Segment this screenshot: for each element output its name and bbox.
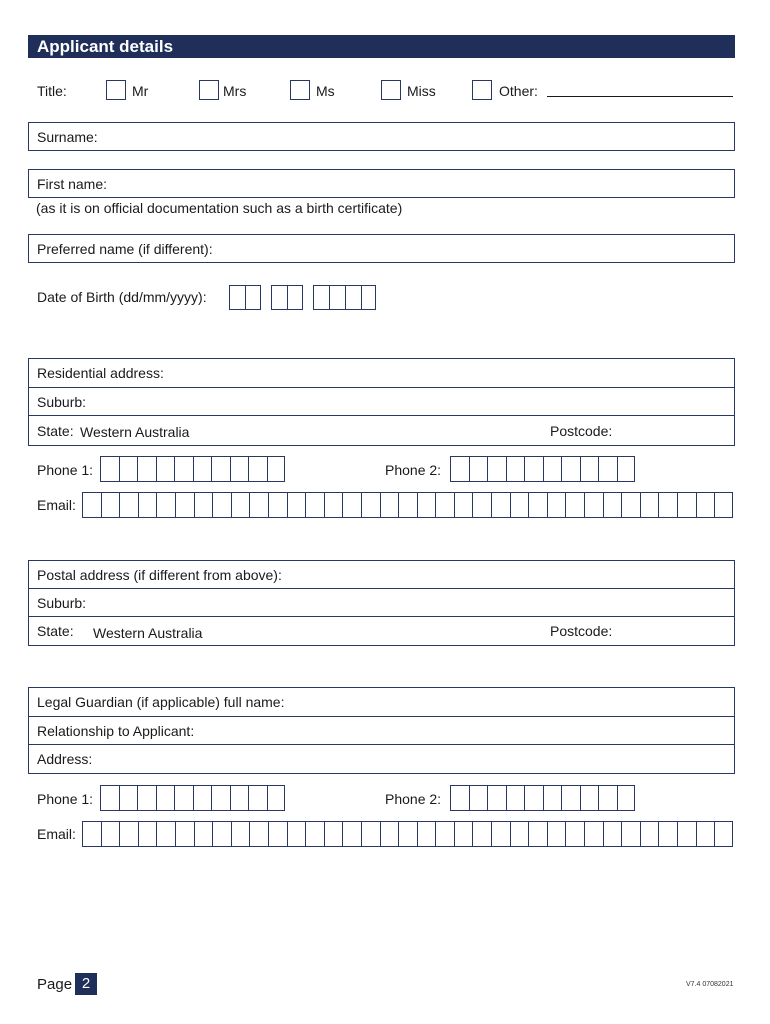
section-title: Applicant details (28, 35, 735, 58)
guardian-phone2-label: Phone 2: (385, 791, 442, 807)
email-char-box[interactable] (547, 493, 566, 517)
email-char-box[interactable] (528, 493, 547, 517)
email-char-box[interactable] (305, 493, 324, 517)
applicant-email-label: Email: (37, 497, 76, 513)
email-char-box[interactable] (194, 822, 213, 846)
email-char-box[interactable] (714, 493, 733, 517)
guardian-phone1-boxes[interactable] (100, 785, 285, 811)
email-char-box[interactable] (380, 493, 399, 517)
email-char-box[interactable] (417, 822, 436, 846)
email-char-box[interactable] (268, 822, 287, 846)
preferred-name-label: Preferred name (if different): (37, 241, 213, 257)
first-name-label: First name: (37, 176, 108, 192)
guardian-relationship-label: Relationship to Applicant: (37, 723, 195, 739)
email-char-box[interactable] (156, 493, 175, 517)
email-char-box[interactable] (677, 822, 696, 846)
version-code: V7.4 07082021 (686, 981, 734, 988)
email-char-box[interactable] (584, 822, 603, 846)
email-char-box[interactable] (603, 493, 622, 517)
email-char-box[interactable] (435, 822, 454, 846)
email-char-box[interactable] (417, 493, 436, 517)
applicant-phone1-label: Phone 1: (37, 462, 94, 478)
email-char-box[interactable] (249, 493, 268, 517)
email-char-box[interactable] (101, 493, 120, 517)
email-char-box[interactable] (603, 822, 622, 846)
applicant-phone1-boxes[interactable] (100, 456, 285, 482)
title-mr-label: Mr (132, 83, 149, 99)
email-char-box[interactable] (454, 493, 473, 517)
email-char-box[interactable] (119, 493, 138, 517)
postal-suburb-label: Suburb: (37, 595, 87, 611)
guardian-name-label: Legal Guardian (if applicable) full name: (37, 694, 285, 710)
email-char-box[interactable] (677, 493, 696, 517)
email-char-box[interactable] (212, 493, 231, 517)
guardian-block[interactable] (28, 687, 735, 774)
email-char-box[interactable] (658, 493, 677, 517)
surname-field[interactable] (28, 122, 735, 151)
email-char-box[interactable] (287, 493, 306, 517)
email-char-box[interactable] (342, 822, 361, 846)
title-mrs-checkbox[interactable] (199, 80, 219, 100)
guardian-email-label: Email: (37, 826, 76, 842)
email-char-box[interactable] (491, 493, 510, 517)
email-char-box[interactable] (380, 822, 399, 846)
email-char-box[interactable] (156, 822, 175, 846)
title-label: Title: (37, 83, 67, 99)
email-char-box[interactable] (324, 493, 343, 517)
email-char-box[interactable] (82, 822, 101, 846)
guardian-address-label: Address: (37, 751, 93, 767)
page-label: Page (37, 976, 73, 993)
email-char-box[interactable] (528, 822, 547, 846)
first-name-note: (as it is on official documentation such as a birth certificate) (36, 200, 403, 216)
email-char-box[interactable] (565, 822, 584, 846)
guardian-phone2-boxes[interactable] (450, 785, 635, 811)
residential-suburb-label: Suburb: (37, 394, 87, 410)
title-ms-label: Ms (316, 83, 335, 99)
email-char-box[interactable] (714, 822, 733, 846)
postal-state-value: Western Australia (93, 625, 203, 641)
email-char-box[interactable] (621, 493, 640, 517)
residential-state-value: Western Australia (80, 424, 190, 440)
email-char-box[interactable] (640, 493, 659, 517)
email-char-box[interactable] (696, 822, 715, 846)
email-char-box[interactable] (212, 822, 231, 846)
email-char-box[interactable] (249, 822, 268, 846)
email-char-box[interactable] (138, 493, 157, 517)
dob-month-boxes[interactable] (271, 285, 303, 310)
postal-state-label: State: (37, 623, 74, 639)
title-ms-checkbox[interactable] (290, 80, 310, 100)
dob-label: Date of Birth (dd/mm/yyyy): (37, 289, 207, 305)
title-miss-label: Miss (407, 83, 436, 99)
email-char-box[interactable] (138, 822, 157, 846)
email-char-box[interactable] (491, 822, 510, 846)
first-name-field[interactable] (28, 169, 735, 198)
applicant-email-boxes[interactable] (82, 492, 733, 518)
email-char-box[interactable] (565, 493, 584, 517)
applicant-phone2-label: Phone 2: (385, 462, 442, 478)
email-char-box[interactable] (658, 822, 677, 846)
dob-year-boxes[interactable] (313, 285, 376, 310)
title-other-checkbox[interactable] (472, 80, 492, 100)
email-char-box[interactable] (305, 822, 324, 846)
email-char-box[interactable] (510, 493, 529, 517)
surname-label: Surname: (37, 129, 98, 145)
email-char-box[interactable] (398, 822, 417, 846)
email-char-box[interactable] (472, 822, 491, 846)
email-char-box[interactable] (268, 493, 287, 517)
email-char-box[interactable] (454, 822, 473, 846)
email-char-box[interactable] (640, 822, 659, 846)
email-char-box[interactable] (584, 493, 603, 517)
email-char-box[interactable] (510, 822, 529, 846)
title-mr-checkbox[interactable] (106, 80, 126, 100)
email-char-box[interactable] (361, 822, 380, 846)
email-char-box[interactable] (435, 493, 454, 517)
email-char-box[interactable] (287, 822, 306, 846)
title-other-label: Other: (499, 83, 538, 99)
email-char-box[interactable] (175, 493, 194, 517)
email-char-box[interactable] (547, 822, 566, 846)
email-char-box[interactable] (621, 822, 640, 846)
email-char-box[interactable] (472, 493, 491, 517)
postal-address-label: Postal address (if different from above): (37, 567, 282, 583)
email-char-box[interactable] (101, 822, 120, 846)
email-char-box[interactable] (324, 822, 343, 846)
email-char-box[interactable] (231, 493, 250, 517)
title-other-line[interactable] (547, 96, 733, 97)
title-miss-checkbox[interactable] (381, 80, 401, 100)
email-char-box[interactable] (398, 493, 417, 517)
residential-state-label: State: (37, 423, 74, 439)
postal-postcode-label: Postcode: (550, 623, 613, 639)
email-char-box[interactable] (342, 493, 361, 517)
postal-address-block[interactable] (28, 560, 735, 646)
guardian-email-boxes[interactable] (82, 821, 733, 847)
email-char-box[interactable] (119, 822, 138, 846)
residential-postcode-label: Postcode: (550, 423, 613, 439)
page-number-badge: 2 (75, 973, 97, 995)
email-char-box[interactable] (175, 822, 194, 846)
dob-day-boxes[interactable] (229, 285, 261, 310)
title-mrs-label: Mrs (223, 83, 247, 99)
email-char-box[interactable] (194, 493, 213, 517)
email-char-box[interactable] (231, 822, 250, 846)
email-char-box[interactable] (696, 493, 715, 517)
applicant-phone2-boxes[interactable] (450, 456, 635, 482)
email-char-box[interactable] (361, 493, 380, 517)
residential-address-label: Residential address: (37, 365, 164, 381)
preferred-name-field[interactable] (28, 234, 735, 263)
email-char-box[interactable] (82, 493, 101, 517)
residential-address-block[interactable] (28, 358, 735, 446)
guardian-phone1-label: Phone 1: (37, 791, 94, 807)
